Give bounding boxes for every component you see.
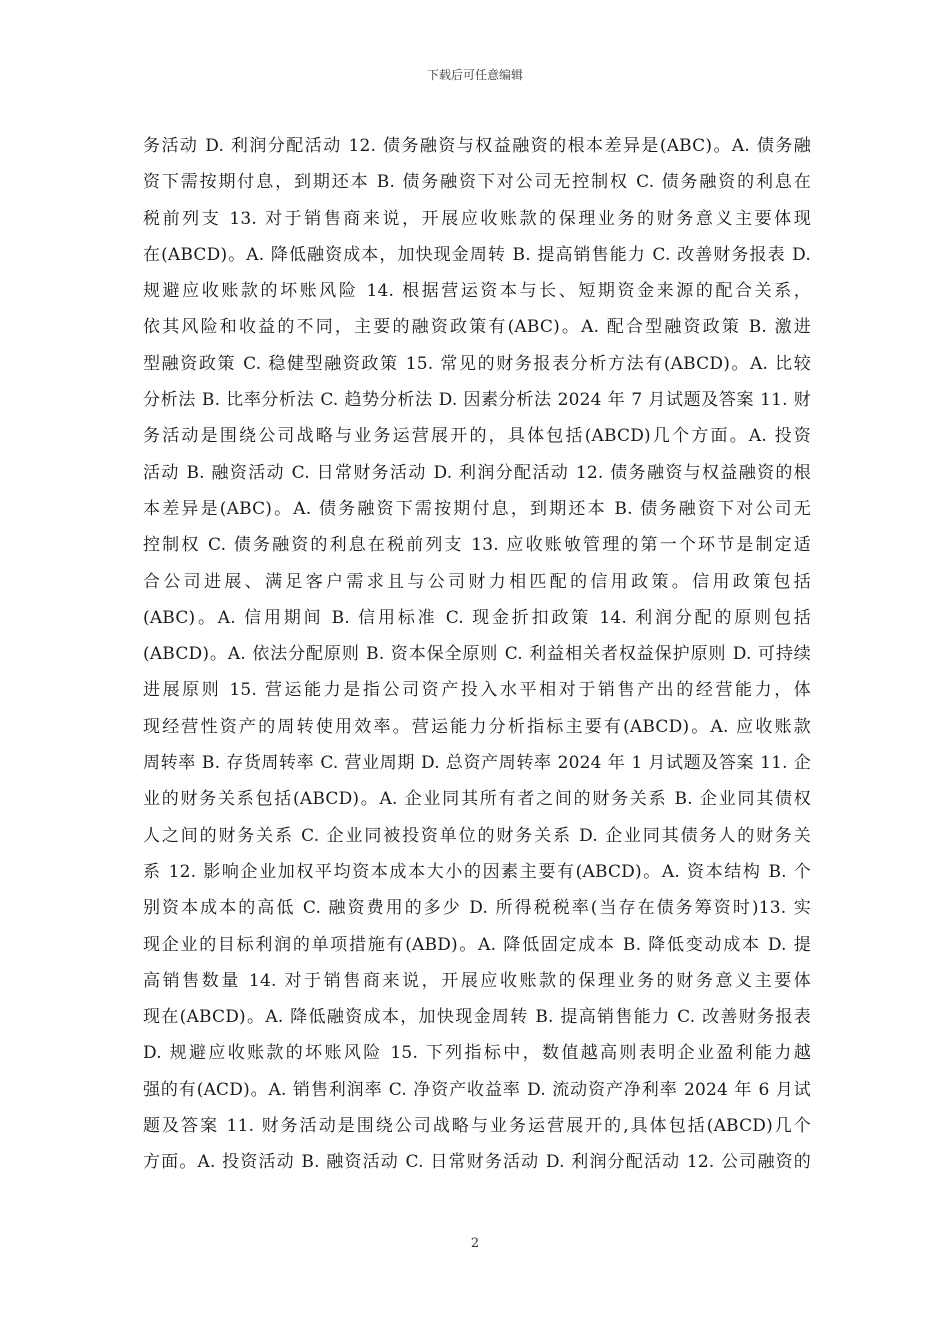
- text-line: 本差异是(ABC)。A. 债务融资下需按期付息，到期还本 B. 债务融资下对公司无: [143, 498, 811, 519]
- text-line: 规避应收账款的坏账风险 14. 根据营运资本与长、短期资金来源的配合关系，: [143, 281, 811, 302]
- text-line: 进展原则 15. 营运能力是指公司资产投入水平相对于销售产出的经营能力，体: [143, 680, 811, 701]
- text-line: 现企业的目标利润的单项措施有(ABD)。A. 降低固定成本 B. 降低变动成本 D. 提: [143, 934, 811, 955]
- text-line: 依其风险和收益的不同，主要的融资政策有(ABC)。A. 配合型融资政策 B. 激进: [143, 317, 811, 338]
- text-line: 强的有(ACD)。A. 销售利润率 C. 净资产收益率 D. 流动资产净利率 2024 年 6 月试: [143, 1079, 811, 1100]
- text-line: (ABC)。A. 信用期间 B. 信用标准 C. 现金折扣政策 14. 利润分配的原则包括: [143, 607, 811, 628]
- text-line: 题及答案 11. 财务活动是围绕公司战略与业务运营展开的,具体包括(ABCD)几个: [143, 1116, 811, 1137]
- text-line: 周转率 B. 存货周转率 C. 营业周期 D. 总资产周转率 2024 年 1 月试题及答案 11. 企: [143, 753, 811, 774]
- text-line: 高销售数量 14. 对于销售商来说，开展应收账款的保理业务的财务意义主要体: [143, 970, 811, 991]
- text-line: 控制权 C. 债务融资的利息在税前列支 13. 应收账敂管理的第一个环节是制定适: [143, 535, 811, 556]
- text-line: 税前列支 13. 对于销售商来说，开展应收账款的保理业务的财务意义主要体现: [143, 208, 811, 229]
- text-line: D. 规避应收账款的坏账风险 15. 下列指标中，数值越高则表明企业盈利能力越: [143, 1043, 811, 1064]
- text-line: 方面。A. 投资活动 B. 融资活动 C. 日常财务活动 D. 利润分配活动 12. 公司融资的: [143, 1152, 811, 1173]
- text-line: 别资本成本的高低 C. 融资费用的多少 D. 所得税税率(当存在债务筹资时)13. 实: [143, 898, 811, 919]
- body-text: [143, 128, 811, 1181]
- text-line: 系 12. 影响企业加权平均资本成本大小的因素主要有(ABCD)。A. 资本结构 B. 个: [143, 861, 811, 882]
- text-line: (ABCD)。A. 依法分配原则 B. 资本保全原则 C. 利益相关者权益保护原则 D. 可持续: [143, 644, 811, 665]
- text-line: 合公司进展、满足客户需求且与公司财力相匹配的信用政策。信用政策包括: [143, 571, 811, 592]
- text-line: 现经营性资产的周转使用效率。营运能力分析指标主要有(ABCD)。A. 应收账款: [143, 716, 811, 737]
- text-line: 型融资政策 C. 稳健型融资政策 15. 常见的财务报表分析方法有(ABCD)。A. 比较: [143, 353, 811, 374]
- text-line: 现在(ABCD)。A. 降低融资成本，加快现金周转 B. 提高销售能力 C. 改善财务报表: [143, 1007, 811, 1028]
- text-line: 业的财务关系包括(ABCD)。A. 企业同其所有者之间的财务关系 B. 企业同其债权: [143, 789, 811, 810]
- text-line: 务活动是围绕公司战略与业务运营展开的，具体包括(ABCD)几个方面。A. 投资: [143, 426, 811, 447]
- text-line: 人之间的财务关系 C. 企业同被投资单位的财务关系 D. 企业同其债务人的财务关: [143, 825, 811, 846]
- text-line: 在(ABCD)。A. 降低融资成本，加快现金周转 B. 提高销售能力 C. 改善财务报表 D.: [143, 244, 811, 265]
- text-line: 活动 B. 融资活动 C. 日常财务活动 D. 利润分配活动 12. 债务融资与权益融资的根: [143, 462, 811, 483]
- text-line: 务活动 D. 利润分配活动 12. 债务融资与权益融资的根本差异是(ABC)。A. 债务融: [143, 136, 811, 156]
- text-line: 分析法 B. 比率分析法 C. 趋势分析法 D. 因素分析法 2024 年 7 月试题及答案 11. 财: [143, 390, 811, 411]
- page-header: 下载后可任意编辑: [426, 68, 523, 82]
- text-line: 资下需按期付息，到期还本 B. 债务融资下对公司无控制权 C. 债务融资的利息在: [143, 172, 811, 193]
- page-number: 2: [470, 1236, 480, 1251]
